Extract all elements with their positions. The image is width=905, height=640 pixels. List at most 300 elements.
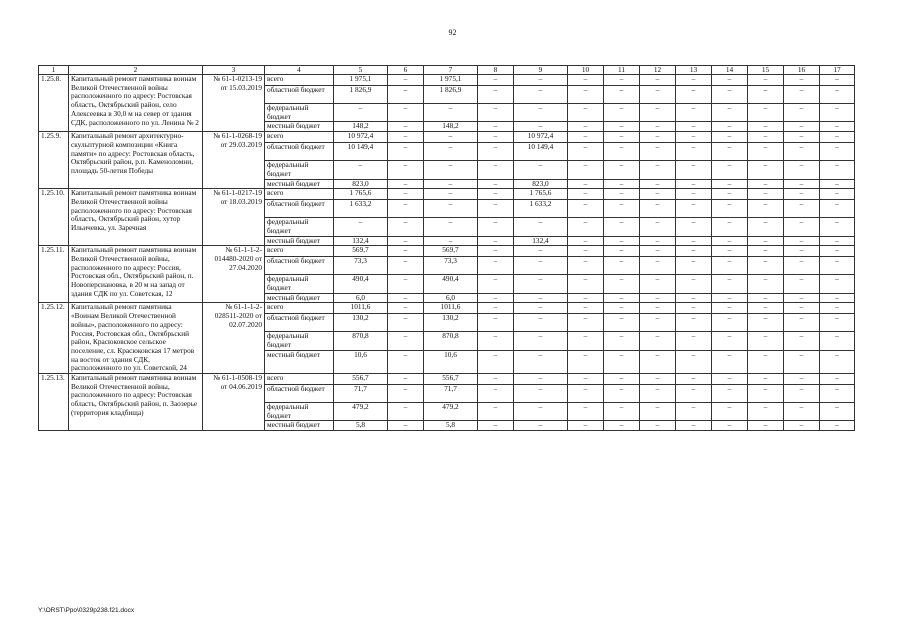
- column-number-cell: 8: [478, 66, 514, 75]
- amount-cell: –: [712, 374, 748, 385]
- amount-cell: –: [478, 314, 514, 332]
- amount-cell: –: [820, 332, 855, 350]
- amount-cell: –: [514, 293, 568, 303]
- amount-cell: –: [712, 218, 748, 236]
- amount-cell: –: [478, 200, 514, 218]
- amount-cell: –: [640, 293, 676, 303]
- object-name: Капитальный ремонт памятника воинам Великой Отечественной войны расположенного по адресу: Ростовская область, Октябрьский район, хутор Ильичевка, ул. Заречная: [69, 189, 203, 246]
- amount-cell: –: [604, 143, 640, 161]
- amount-cell: –: [478, 257, 514, 275]
- amount-cell: 71,7: [424, 385, 478, 403]
- amount-cell: –: [820, 200, 855, 218]
- row-number: 1.25.9.: [39, 132, 69, 189]
- amount-cell: 490,4: [424, 275, 478, 293]
- amount-cell: –: [568, 403, 604, 421]
- amount-cell: 479,2: [424, 403, 478, 421]
- amount-cell: 1 975,1: [424, 75, 478, 86]
- amount-cell: –: [784, 385, 820, 403]
- column-number-cell: 6: [388, 66, 424, 75]
- amount-cell: –: [640, 257, 676, 275]
- amount-cell: –: [568, 132, 604, 143]
- amount-cell: –: [676, 200, 712, 218]
- amount-cell: –: [748, 275, 784, 293]
- amount-cell: –: [748, 374, 784, 385]
- amount-cell: –: [676, 179, 712, 189]
- row-number: 1.25.8.: [39, 75, 69, 132]
- amount-cell: 6,0: [424, 293, 478, 303]
- amount-cell: –: [748, 75, 784, 86]
- amount-cell: –: [568, 236, 604, 246]
- amount-cell: –: [424, 104, 478, 122]
- amount-cell: –: [478, 246, 514, 257]
- amount-cell: –: [478, 143, 514, 161]
- amount-cell: –: [712, 293, 748, 303]
- amount-cell: –: [568, 275, 604, 293]
- amount-cell: –: [388, 86, 424, 104]
- amount-cell: 5,8: [334, 421, 388, 431]
- amount-cell: –: [820, 293, 855, 303]
- amount-cell: –: [604, 104, 640, 122]
- amount-cell: –: [478, 421, 514, 431]
- amount-cell: –: [514, 104, 568, 122]
- amount-cell: –: [640, 350, 676, 373]
- amount-cell: –: [568, 421, 604, 431]
- amount-cell: 569,7: [334, 246, 388, 257]
- expertise-doc: № 61-1-1-2-028511-2020 от 02.07.2020: [203, 303, 265, 374]
- amount-cell: –: [820, 122, 855, 132]
- amount-cell: –: [424, 132, 478, 143]
- amount-cell: –: [388, 143, 424, 161]
- amount-cell: –: [784, 350, 820, 373]
- amount-cell: –: [568, 143, 604, 161]
- amount-cell: –: [640, 200, 676, 218]
- amount-cell: 132,4: [514, 236, 568, 246]
- amount-cell: –: [820, 421, 855, 431]
- amount-cell: 490,4: [334, 275, 388, 293]
- amount-cell: –: [784, 86, 820, 104]
- amount-cell: –: [712, 246, 748, 257]
- funding-source: федеральный бюджет: [265, 161, 334, 179]
- amount-cell: 10,6: [334, 350, 388, 373]
- page-number: 92: [448, 28, 457, 37]
- amount-cell: 10 972,4: [334, 132, 388, 143]
- amount-cell: –: [676, 143, 712, 161]
- amount-cell: –: [784, 275, 820, 293]
- amount-cell: –: [640, 374, 676, 385]
- amount-cell: –: [748, 132, 784, 143]
- amount-cell: –: [712, 257, 748, 275]
- amount-cell: –: [568, 75, 604, 86]
- amount-cell: –: [676, 104, 712, 122]
- expertise-doc: № 61-1-0268-19 от 29.03.2019: [203, 132, 265, 189]
- amount-cell: –: [784, 332, 820, 350]
- amount-cell: –: [604, 275, 640, 293]
- amount-cell: 556,7: [424, 374, 478, 385]
- amount-cell: –: [712, 303, 748, 314]
- amount-cell: –: [478, 332, 514, 350]
- amount-cell: –: [514, 246, 568, 257]
- amount-cell: –: [424, 236, 478, 246]
- amount-cell: –: [784, 189, 820, 200]
- amount-cell: 148,2: [424, 122, 478, 132]
- amount-cell: –: [478, 218, 514, 236]
- amount-cell: –: [748, 218, 784, 236]
- amount-cell: –: [478, 293, 514, 303]
- expertise-doc: № 61-1-0213-19 от 15.03.2019: [203, 75, 265, 132]
- funding-source: местный бюджет: [265, 293, 334, 303]
- amount-cell: –: [478, 350, 514, 373]
- amount-cell: –: [568, 189, 604, 200]
- amount-cell: –: [604, 385, 640, 403]
- column-number-cell: 12: [640, 66, 676, 75]
- row-number: 1.25.10.: [39, 189, 69, 246]
- amount-cell: –: [424, 143, 478, 161]
- amount-cell: –: [640, 403, 676, 421]
- file-path-footer: Y:\ORST\Ppo\0329p238.f21.docx: [38, 607, 135, 614]
- amount-cell: –: [388, 421, 424, 431]
- funding-source: областной бюджет: [265, 385, 334, 403]
- column-number-cell: 5: [334, 66, 388, 75]
- amount-cell: –: [604, 75, 640, 86]
- object-name: Капитальный ремонт памятника «Воинам Великой Отечественной войны», расположенного по адресу: Россия, Ростовская обл., Октябрьский район, Красюковское сельское поселение, сл. Красюковская 17 метров на восток от здания СДК, расположенного по ул. Советской, 24: [69, 303, 203, 374]
- amount-cell: –: [712, 122, 748, 132]
- amount-cell: –: [712, 275, 748, 293]
- amount-cell: –: [640, 421, 676, 431]
- amount-cell: –: [676, 257, 712, 275]
- amount-cell: –: [640, 303, 676, 314]
- amount-cell: –: [784, 122, 820, 132]
- amount-cell: –: [568, 257, 604, 275]
- amount-cell: –: [604, 189, 640, 200]
- row-number: 1.25.13.: [39, 374, 69, 431]
- expertise-doc: № 61-1-1-2-014480-2020 от 27.04.2020: [203, 246, 265, 303]
- amount-cell: –: [784, 293, 820, 303]
- amount-cell: –: [784, 303, 820, 314]
- amount-cell: –: [676, 374, 712, 385]
- amount-cell: –: [784, 200, 820, 218]
- amount-cell: –: [748, 332, 784, 350]
- amount-cell: –: [388, 293, 424, 303]
- amount-cell: –: [604, 303, 640, 314]
- amount-cell: –: [604, 257, 640, 275]
- amount-cell: –: [604, 314, 640, 332]
- funding-source: областной бюджет: [265, 143, 334, 161]
- column-number-cell: 1: [39, 66, 69, 75]
- amount-cell: –: [604, 236, 640, 246]
- table-row: [39, 374, 855, 385]
- amount-cell: –: [676, 75, 712, 86]
- amount-cell: –: [604, 179, 640, 189]
- amount-cell: –: [424, 179, 478, 189]
- amount-cell: –: [748, 161, 784, 179]
- amount-cell: –: [388, 161, 424, 179]
- amount-cell: –: [784, 75, 820, 86]
- funding-source: федеральный бюджет: [265, 104, 334, 122]
- amount-cell: –: [514, 75, 568, 86]
- column-number-row: [39, 66, 855, 75]
- amount-cell: –: [514, 374, 568, 385]
- amount-cell: –: [676, 403, 712, 421]
- column-number-cell: 15: [748, 66, 784, 75]
- amount-cell: –: [676, 332, 712, 350]
- amount-cell: 73,3: [424, 257, 478, 275]
- object-name: Капитальный ремонт памятника воинам Великой Отечественной войны, расположенного по адресу: Ростовская область, Октябрьский район, п. Заозерье (территория кладбища): [69, 374, 203, 431]
- amount-cell: –: [424, 218, 478, 236]
- column-number-cell: 9: [514, 66, 568, 75]
- funding-source: федеральный бюджет: [265, 403, 334, 421]
- amount-cell: –: [478, 374, 514, 385]
- amount-cell: –: [640, 75, 676, 86]
- amount-cell: –: [478, 179, 514, 189]
- amount-cell: –: [424, 200, 478, 218]
- amount-cell: –: [604, 218, 640, 236]
- amount-cell: –: [676, 246, 712, 257]
- amount-cell: 10 972,4: [514, 132, 568, 143]
- amount-cell: –: [334, 104, 388, 122]
- object-name: Капитальный ремонт памятника воинам Великой Отечественной войны расположенного по адресу: Ростовская область, Октябрьский район, село Алексеевка в 30,0 м на север от здания СДК, расположенного по ул. Ленина № 2: [69, 75, 203, 132]
- column-number-cell: 17: [820, 66, 855, 75]
- amount-cell: –: [388, 236, 424, 246]
- table-body: [39, 66, 855, 431]
- amount-cell: –: [334, 161, 388, 179]
- amount-cell: –: [820, 75, 855, 86]
- amount-cell: –: [640, 189, 676, 200]
- amount-cell: –: [388, 257, 424, 275]
- amount-cell: –: [514, 385, 568, 403]
- amount-cell: 870,8: [334, 332, 388, 350]
- amount-cell: –: [676, 218, 712, 236]
- amount-cell: –: [478, 236, 514, 246]
- amount-cell: –: [514, 314, 568, 332]
- amount-cell: –: [676, 385, 712, 403]
- amount-cell: –: [388, 104, 424, 122]
- amount-cell: –: [820, 350, 855, 373]
- funding-source: местный бюджет: [265, 236, 334, 246]
- amount-cell: 1011,6: [424, 303, 478, 314]
- amount-cell: –: [748, 350, 784, 373]
- row-number: 1.25.12.: [39, 303, 69, 374]
- amount-cell: –: [478, 122, 514, 132]
- object-name: Капитальный ремонт памятника воинам Великой Отечественной войны, расположенного по адресу: Россия, Ростовская обл., Октябрьский район, п. Новоперсиановка, в 20 м на запад от здания СДК по ул. Советская, 12: [69, 246, 203, 303]
- column-number-cell: 3: [203, 66, 265, 75]
- funding-source: федеральный бюджет: [265, 332, 334, 350]
- amount-cell: –: [514, 421, 568, 431]
- amount-cell: –: [712, 200, 748, 218]
- amount-cell: –: [784, 257, 820, 275]
- amount-cell: 5,8: [424, 421, 478, 431]
- amount-cell: –: [388, 122, 424, 132]
- amount-cell: –: [388, 314, 424, 332]
- amount-cell: –: [748, 293, 784, 303]
- amount-cell: 10 149,4: [334, 143, 388, 161]
- amount-cell: –: [676, 314, 712, 332]
- funding-source: областной бюджет: [265, 257, 334, 275]
- amount-cell: –: [640, 246, 676, 257]
- amount-cell: 1 765,6: [514, 189, 568, 200]
- amount-cell: –: [388, 403, 424, 421]
- amount-cell: –: [676, 303, 712, 314]
- amount-cell: –: [712, 75, 748, 86]
- object-name: Капитальный ремонт архитектурно-скульптурной композиции «Книга памяти» по адресу: Ростовская область, Октябрьский район, р.п. Каменоломни, площадь 50-летия Победы: [69, 132, 203, 189]
- funding-source: областной бюджет: [265, 86, 334, 104]
- amount-cell: –: [640, 332, 676, 350]
- amount-cell: –: [820, 218, 855, 236]
- amount-cell: 479,2: [334, 403, 388, 421]
- table-row: [39, 189, 855, 200]
- amount-cell: –: [820, 374, 855, 385]
- table-row: [39, 132, 855, 143]
- amount-cell: –: [568, 385, 604, 403]
- amount-cell: 10,6: [424, 350, 478, 373]
- amount-cell: –: [388, 218, 424, 236]
- amount-cell: –: [820, 143, 855, 161]
- amount-cell: –: [604, 200, 640, 218]
- funding-source: федеральный бюджет: [265, 218, 334, 236]
- amount-cell: –: [712, 385, 748, 403]
- amount-cell: –: [784, 218, 820, 236]
- amount-cell: –: [640, 218, 676, 236]
- amount-cell: –: [478, 161, 514, 179]
- amount-cell: –: [676, 275, 712, 293]
- amount-cell: –: [478, 303, 514, 314]
- amount-cell: –: [676, 293, 712, 303]
- funding-source: всего: [265, 75, 334, 86]
- amount-cell: –: [748, 421, 784, 431]
- amount-cell: –: [676, 86, 712, 104]
- amount-cell: –: [640, 143, 676, 161]
- amount-cell: –: [676, 189, 712, 200]
- amount-cell: –: [478, 104, 514, 122]
- amount-cell: –: [748, 189, 784, 200]
- amount-cell: –: [568, 332, 604, 350]
- amount-cell: 556,7: [334, 374, 388, 385]
- amount-cell: –: [514, 122, 568, 132]
- column-number-cell: 2: [69, 66, 203, 75]
- table-row: [39, 75, 855, 86]
- funding-source: областной бюджет: [265, 314, 334, 332]
- amount-cell: –: [784, 403, 820, 421]
- amount-cell: –: [676, 421, 712, 431]
- amount-cell: –: [820, 132, 855, 143]
- amount-cell: –: [820, 303, 855, 314]
- amount-cell: 870,8: [424, 332, 478, 350]
- amount-cell: –: [604, 350, 640, 373]
- amount-cell: –: [604, 86, 640, 104]
- amount-cell: 1 975,1: [334, 75, 388, 86]
- expertise-doc: № 61-1-0508-19 от 04.06.2019: [203, 374, 265, 431]
- amount-cell: –: [676, 122, 712, 132]
- amount-cell: –: [640, 132, 676, 143]
- amount-cell: –: [640, 314, 676, 332]
- amount-cell: –: [604, 132, 640, 143]
- amount-cell: –: [604, 246, 640, 257]
- amount-cell: 148,2: [334, 122, 388, 132]
- table-row: [39, 246, 855, 257]
- column-number-cell: 16: [784, 66, 820, 75]
- amount-cell: –: [514, 257, 568, 275]
- amount-cell: –: [604, 403, 640, 421]
- amount-cell: –: [820, 86, 855, 104]
- amount-cell: –: [604, 122, 640, 132]
- amount-cell: –: [712, 104, 748, 122]
- amount-cell: –: [514, 303, 568, 314]
- funding-source: всего: [265, 132, 334, 143]
- amount-cell: –: [478, 75, 514, 86]
- amount-cell: –: [712, 179, 748, 189]
- amount-cell: –: [712, 421, 748, 431]
- amount-cell: –: [820, 161, 855, 179]
- amount-cell: 1 633,2: [334, 200, 388, 218]
- amount-cell: 1 765,6: [334, 189, 388, 200]
- amount-cell: –: [568, 86, 604, 104]
- amount-cell: –: [748, 86, 784, 104]
- column-number-cell: 4: [265, 66, 334, 75]
- budget-table: [38, 65, 855, 431]
- amount-cell: –: [820, 314, 855, 332]
- amount-cell: –: [748, 143, 784, 161]
- amount-cell: –: [676, 350, 712, 373]
- amount-cell: –: [820, 104, 855, 122]
- amount-cell: –: [676, 236, 712, 246]
- amount-cell: –: [784, 374, 820, 385]
- column-number-cell: 13: [676, 66, 712, 75]
- amount-cell: –: [712, 132, 748, 143]
- amount-cell: –: [820, 246, 855, 257]
- amount-cell: –: [784, 421, 820, 431]
- amount-cell: –: [820, 403, 855, 421]
- amount-cell: –: [640, 179, 676, 189]
- amount-cell: –: [388, 385, 424, 403]
- amount-cell: 6,0: [334, 293, 388, 303]
- amount-cell: –: [640, 385, 676, 403]
- amount-cell: –: [568, 374, 604, 385]
- funding-source: местный бюджет: [265, 179, 334, 189]
- amount-cell: –: [568, 314, 604, 332]
- amount-cell: –: [478, 403, 514, 421]
- amount-cell: –: [568, 179, 604, 189]
- amount-cell: 569,7: [424, 246, 478, 257]
- amount-cell: 1 633,2: [514, 200, 568, 218]
- amount-cell: 1011,6: [334, 303, 388, 314]
- amount-cell: –: [784, 236, 820, 246]
- amount-cell: 73,3: [334, 257, 388, 275]
- amount-cell: –: [712, 189, 748, 200]
- amount-cell: –: [820, 236, 855, 246]
- amount-cell: –: [514, 86, 568, 104]
- column-number-cell: 10: [568, 66, 604, 75]
- amount-cell: –: [568, 161, 604, 179]
- amount-cell: –: [388, 200, 424, 218]
- column-number-cell: 14: [712, 66, 748, 75]
- amount-cell: –: [748, 403, 784, 421]
- amount-cell: –: [748, 314, 784, 332]
- amount-cell: –: [748, 257, 784, 275]
- funding-source: всего: [265, 246, 334, 257]
- amount-cell: –: [568, 122, 604, 132]
- amount-cell: –: [748, 179, 784, 189]
- amount-cell: –: [784, 179, 820, 189]
- amount-cell: –: [784, 104, 820, 122]
- table-row: [39, 303, 855, 314]
- amount-cell: –: [388, 75, 424, 86]
- amount-cell: –: [388, 189, 424, 200]
- amount-cell: –: [514, 218, 568, 236]
- amount-cell: –: [748, 104, 784, 122]
- amount-cell: –: [640, 104, 676, 122]
- amount-cell: 10 149,4: [514, 143, 568, 161]
- column-number-cell: 11: [604, 66, 640, 75]
- amount-cell: –: [478, 132, 514, 143]
